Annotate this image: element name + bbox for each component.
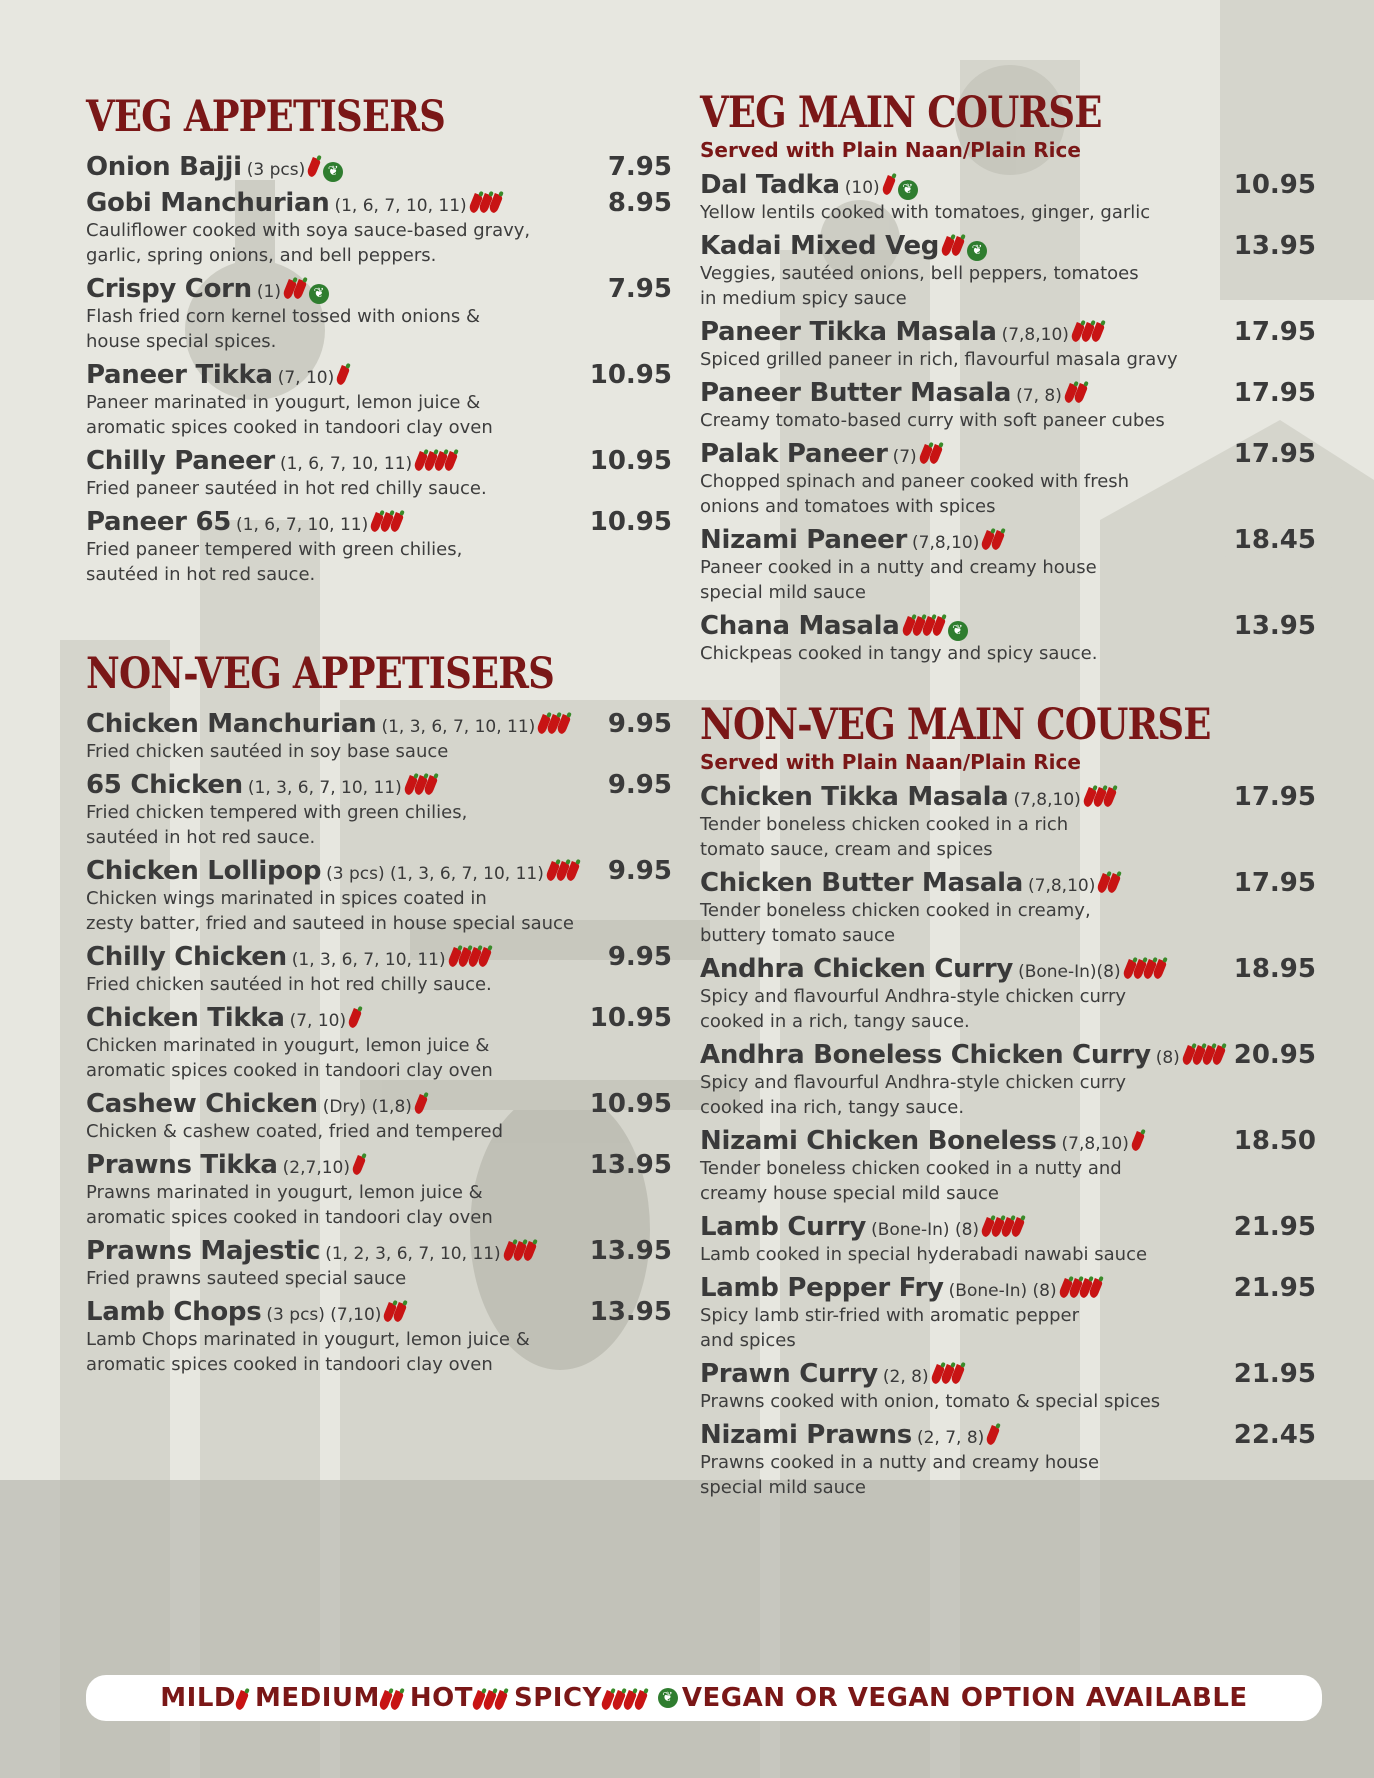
item-allergen-codes: (1, 6, 7, 10, 11) <box>334 196 467 216</box>
item-allergen-codes: (1, 3, 6, 7, 10, 11) <box>247 778 402 798</box>
item-description: Chicken wings marinated in spices coated in zesty batter, fried and sauteed in house special sauce <box>86 888 574 934</box>
item-name: Dal Tadka <box>700 170 840 200</box>
item-allergen-codes: (3 pcs) <box>246 160 306 180</box>
menu-item <box>86 1089 672 1144</box>
menu-item <box>86 1003 672 1083</box>
right-column <box>700 88 1316 1506</box>
menu-item <box>86 770 672 850</box>
menu-item <box>700 170 1316 225</box>
chili-icon <box>351 1155 366 1176</box>
legend-spicy <box>514 1683 646 1713</box>
spice-level <box>1061 1277 1101 1296</box>
item-description: Chickpeas cooked in tangy and spicy sauce. <box>700 643 1098 664</box>
item-price: 17.95 <box>1233 317 1316 347</box>
vegan-leaf-icon: ❦ <box>309 284 329 304</box>
spice-level <box>1099 872 1119 891</box>
menu-item <box>700 782 1316 862</box>
menu-item <box>700 378 1316 433</box>
item-price: 17.95 <box>1233 868 1316 898</box>
menu-item <box>86 152 672 182</box>
item-price: 17.95 <box>1233 439 1316 469</box>
item-name: Paneer Butter Masala <box>700 378 1012 408</box>
item-price: 10.95 <box>589 507 672 537</box>
chili-icon <box>306 157 321 178</box>
section-title: VEG MAIN COURSE <box>700 88 1102 138</box>
item-allergen-codes: (7, 8) <box>1016 386 1062 406</box>
item-description: Chicken & cashew coated, fried and tempered <box>86 1121 504 1142</box>
legend-vegan-label: VEGAN OR VEGAN OPTION AVAILABLE <box>681 1683 1248 1713</box>
menu-item <box>700 954 1316 1034</box>
item-name: Palak Paneer <box>700 439 888 469</box>
menu-item <box>86 507 672 587</box>
item-price: 17.95 <box>1233 782 1316 812</box>
item-description: Flash fried corn kernel tossed with onions & house special spices. <box>86 306 481 352</box>
item-name: Chicken Tikka Masala <box>700 782 1009 812</box>
spice-level <box>1125 958 1165 977</box>
item-allergen-codes: (1, 2, 3, 6, 7, 10, 11) <box>325 1244 501 1264</box>
item-name: Prawns Tikka <box>86 1150 278 1180</box>
menu-item <box>86 1150 672 1230</box>
item-price: 20.95 <box>1233 1040 1316 1070</box>
spice-level <box>505 1240 535 1259</box>
menu-item <box>700 1359 1316 1414</box>
item-description: Spicy and flavourful Andhra-style chicken curry cooked ina rich, tangy sauce. <box>700 1072 1127 1118</box>
item-name: Chicken Tikka <box>86 1003 285 1033</box>
item-description: Chopped spinach and paneer cooked with fresh onions and tomatoes with spices <box>700 471 1130 517</box>
item-description: Spicy and flavourful Andhra-style chicken curry cooked in a rich, tangy sauce. <box>700 986 1127 1032</box>
item-name: Onion Bajji <box>86 152 242 182</box>
item-price: 9.95 <box>607 942 672 972</box>
item-description: Veggies, sautéed onions, bell peppers, tomatoes in medium spicy sauce <box>700 263 1139 309</box>
menu-item <box>700 439 1316 519</box>
item-description: Tender boneless chicken cooked in creamy, buttery tomato sauce <box>700 900 1091 946</box>
spice-level <box>416 1093 426 1112</box>
spice-level <box>309 156 319 175</box>
menu-item <box>700 611 1316 666</box>
spice-level <box>943 235 963 254</box>
section-subtitle: Served with Plain Naan/Plain Rice <box>700 750 1081 774</box>
item-description: Fried chicken sautéed in hot red chilly sauce. <box>86 974 492 995</box>
item-allergen-codes: (2, 8) <box>882 1367 929 1387</box>
item-description: Tender boneless chicken cooked in a nutty and creamy house special mild sauce <box>700 1158 1122 1204</box>
item-price: 13.95 <box>589 1150 672 1180</box>
legend-spicy-label: SPICY <box>513 1683 602 1713</box>
item-price: 18.50 <box>1233 1126 1316 1156</box>
item-allergen-codes: (Dry) (1,8) <box>322 1097 412 1117</box>
item-price: 21.95 <box>1233 1273 1316 1303</box>
item-description: Paneer cooked in a nutty and creamy house special mild sauce <box>700 557 1097 603</box>
item-allergen-codes: (Bone-In) (8) <box>948 1281 1057 1301</box>
item-price: 22.45 <box>1233 1420 1316 1450</box>
item-description: Tender boneless chicken cooked in a rich tomato sauce, cream and spices <box>700 814 1069 860</box>
chili-icon <box>335 365 350 386</box>
item-price: 9.95 <box>607 709 672 739</box>
left-column <box>86 92 672 1383</box>
item-name: Andhra Boneless Chicken Curry <box>700 1040 1151 1070</box>
vegan-leaf-icon: ❦ <box>658 1688 678 1708</box>
section-title: NON-VEG MAIN COURSE <box>700 700 1211 750</box>
item-name: Kadai Mixed Veg <box>700 231 940 261</box>
legend-medium-label: MEDIUM <box>255 1683 380 1713</box>
item-price: 9.95 <box>607 856 672 886</box>
item-price: 10.95 <box>589 360 672 390</box>
item-name: Nizami Paneer <box>700 525 908 555</box>
item-description: Prawns cooked with onion, tomato & special spices <box>700 1391 1161 1412</box>
menu-item <box>700 317 1316 372</box>
menu-item <box>86 188 672 268</box>
veg-main-course-section <box>700 88 1316 666</box>
item-price: 13.95 <box>1233 231 1316 261</box>
item-allergen-codes: (2,7,10) <box>282 1158 350 1178</box>
item-allergen-codes: (1, 3, 6, 7, 10, 11) <box>381 717 536 737</box>
chili-icon <box>413 1094 428 1115</box>
vegan-leaf-icon: ❦ <box>967 241 987 261</box>
item-allergen-codes: (1, 3, 6, 7, 10, 11) <box>291 950 446 970</box>
item-description: Fried paneer sautéed in hot red chilly sauce. <box>86 478 487 499</box>
legend-hot <box>410 1683 506 1713</box>
item-name: Lamb Chops <box>86 1297 262 1327</box>
legend-mild-label: MILD <box>160 1683 236 1713</box>
item-description: Cauliflower cooked with soya sauce-based gravy, garlic, spring onions, and bell peppers. <box>86 220 531 266</box>
item-name: Chilly Chicken <box>86 942 287 972</box>
menu-item <box>700 1212 1316 1267</box>
item-allergen-codes: (7, 10) <box>277 368 335 388</box>
spice-level <box>1073 321 1103 340</box>
item-name: Prawn Curry <box>700 1359 878 1389</box>
spice-level <box>416 450 456 469</box>
item-price: 21.95 <box>1233 1359 1316 1389</box>
item-name: Chicken Manchurian <box>86 709 377 739</box>
item-allergen-codes: (1, 6, 7, 10, 11) <box>236 515 369 535</box>
legend-hot-label: HOT <box>409 1683 473 1713</box>
section-subtitle: Served with Plain Naan/Plain Rice <box>700 138 1081 162</box>
menu-item <box>700 1273 1316 1353</box>
spice-level <box>884 174 894 193</box>
menu-item <box>86 446 672 501</box>
chili-icon <box>1130 1131 1145 1152</box>
spice-level <box>983 1216 1023 1235</box>
item-description: Paneer marinated in yougurt, lemon juice & aromatic spices cooked in tandoori clay oven <box>86 392 493 438</box>
menu-item <box>700 1420 1316 1500</box>
item-allergen-codes: (7) <box>892 447 917 467</box>
legend-mild <box>160 1683 247 1713</box>
item-description: Prawns marinated in yougurt, lemon juice & aromatic spices cooked in tandoori clay oven <box>86 1182 493 1228</box>
item-price: 17.95 <box>1233 378 1316 408</box>
item-price: 18.95 <box>1233 954 1316 984</box>
item-description: Spicy lamb stir-fried with aromatic pepper and spices <box>700 1305 1080 1351</box>
item-name: Crispy Corn <box>86 274 252 304</box>
spice-level <box>406 774 436 793</box>
item-description: Yellow lentils cooked with tomatoes, ginger, garlic <box>700 202 1151 223</box>
item-description: Lamb Chops marinated in yougurt, lemon juice & aromatic spices cooked in tandoori clay oven <box>86 1329 530 1375</box>
section-title: NON-VEG APPETISERS <box>86 649 554 699</box>
item-name: Chana Masala <box>700 611 900 641</box>
spice-level <box>983 529 1003 548</box>
menu-item <box>86 709 672 764</box>
spice-level <box>548 860 578 879</box>
spice-level <box>471 192 501 211</box>
spice-level <box>350 1007 360 1026</box>
item-description: Chicken marinated in yougurt, lemon juice & aromatic spices cooked in tandoori clay oven <box>86 1035 493 1081</box>
item-allergen-codes: (3 pcs) (7,10) <box>266 1305 382 1325</box>
item-allergen-codes: (2, 7, 8) <box>916 1428 985 1448</box>
chili-icon <box>347 1008 362 1029</box>
section-title: VEG APPETISERS <box>86 92 445 142</box>
menu-item <box>700 525 1316 605</box>
item-allergen-codes: (8) <box>1155 1048 1180 1068</box>
legend-medium <box>255 1683 402 1713</box>
item-price: 8.95 <box>607 188 672 218</box>
item-allergen-codes: (Bone-In)(8) <box>1018 962 1121 982</box>
item-description: Creamy tomato-based curry with soft paneer cubes <box>700 410 1165 431</box>
menu-item <box>700 231 1316 311</box>
spice-level <box>1066 382 1086 401</box>
item-price: 7.95 <box>607 152 672 182</box>
menu-item <box>86 1297 672 1377</box>
menu-item <box>86 274 672 354</box>
item-price: 10.95 <box>589 446 672 476</box>
item-price: 13.95 <box>589 1236 672 1266</box>
item-name: Andhra Chicken Curry <box>700 954 1014 984</box>
item-description: Fried paneer tempered with green chilies, sautéed in hot red sauce. <box>86 539 463 585</box>
item-name: 65 Chicken <box>86 770 243 800</box>
item-name: Prawns Majestic <box>86 1236 321 1266</box>
spice-level <box>450 946 490 965</box>
item-price: 10.95 <box>589 1089 672 1119</box>
vegan-leaf-icon: ❦ <box>948 621 968 641</box>
item-name: Lamb Pepper Fry <box>700 1273 944 1303</box>
item-description: Fried prawns sauteed special sauce <box>86 1268 407 1289</box>
chili-icon <box>985 1425 1000 1446</box>
item-name: Nizami Prawns <box>700 1420 912 1450</box>
item-description: Lamb cooked in special hyderabadi nawabi sauce <box>700 1244 1148 1265</box>
legend-vegan <box>654 1683 1248 1713</box>
spice-level <box>354 1154 364 1173</box>
spice-level <box>921 443 941 462</box>
item-allergen-codes: (7,8,10) <box>912 533 980 553</box>
item-allergen-codes: (7,8,10) <box>1061 1134 1129 1154</box>
vegan-leaf-icon: ❦ <box>323 162 343 182</box>
item-price: 7.95 <box>607 274 672 304</box>
item-price: 21.95 <box>1233 1212 1316 1242</box>
menu-item <box>700 1040 1316 1120</box>
item-price: 13.95 <box>1233 611 1316 641</box>
item-allergen-codes: (7,8,10) <box>1013 790 1081 810</box>
item-price: 10.95 <box>1233 170 1316 200</box>
spice-level <box>933 1363 963 1382</box>
item-price: 13.95 <box>589 1297 672 1327</box>
item-price: 10.95 <box>589 1003 672 1033</box>
spice-level <box>338 364 348 383</box>
item-price: 9.95 <box>607 770 672 800</box>
item-description: Prawns cooked in a nutty and creamy house special mild sauce <box>700 1452 1100 1498</box>
menu-item <box>86 1236 672 1291</box>
item-name: Gobi Manchurian <box>86 188 330 218</box>
spice-level <box>1133 1130 1143 1149</box>
item-name: Chicken Butter Masala <box>700 868 1023 898</box>
spice-level <box>988 1424 998 1443</box>
item-name: Cashew Chicken <box>86 1089 318 1119</box>
item-name: Lamb Curry <box>700 1212 867 1242</box>
item-name: Chicken Lollipop <box>86 856 322 886</box>
item-name: Nizami Chicken Boneless <box>700 1126 1057 1156</box>
item-allergen-codes: (10) <box>844 178 880 198</box>
menu-item <box>86 856 672 936</box>
item-price: 18.45 <box>1233 525 1316 555</box>
item-allergen-codes: (7, 10) <box>289 1011 347 1031</box>
spice-level <box>1184 1044 1224 1063</box>
menu-item <box>700 1126 1316 1206</box>
menu-item <box>86 942 672 997</box>
item-allergen-codes: (1, 6, 7, 10, 11) <box>279 454 413 474</box>
item-allergen-codes: (1) <box>256 282 281 302</box>
chili-icon <box>234 1690 249 1711</box>
item-name: Paneer Tikka <box>86 360 273 390</box>
nonveg-appetisers-section <box>86 649 672 1377</box>
spice-level <box>1085 786 1115 805</box>
item-description: Fried chicken tempered with green chilies, sautéed in hot red sauce. <box>86 802 468 848</box>
item-allergen-codes: (7,8,10) <box>1028 876 1096 896</box>
spice-level <box>385 1301 405 1320</box>
menu-item <box>700 868 1316 948</box>
veg-appetisers-section <box>86 92 672 587</box>
item-allergen-codes: (Bone-In) (8) <box>871 1220 980 1240</box>
menu-item <box>86 360 672 440</box>
vegan-leaf-icon: ❦ <box>898 180 918 200</box>
item-description: Spiced grilled paneer in rich, flavourful masala gravy <box>700 349 1178 370</box>
item-allergen-codes: (7,8,10) <box>1001 325 1069 345</box>
item-name: Paneer 65 <box>86 507 232 537</box>
item-name: Chilly Paneer <box>86 446 275 476</box>
chili-icon <box>880 175 895 196</box>
item-name: Paneer Tikka Masala <box>700 317 997 347</box>
item-allergen-codes: (3 pcs) (1, 3, 6, 7, 10, 11) <box>326 864 544 884</box>
spice-level <box>285 278 305 297</box>
spice-level <box>539 713 569 732</box>
item-description: Fried chicken sautéed in soy base sauce <box>86 741 449 762</box>
spice-level <box>904 615 944 634</box>
spice-legend-bar <box>86 1675 1322 1721</box>
nonveg-main-course-section <box>700 700 1316 1500</box>
spice-level <box>372 511 402 530</box>
